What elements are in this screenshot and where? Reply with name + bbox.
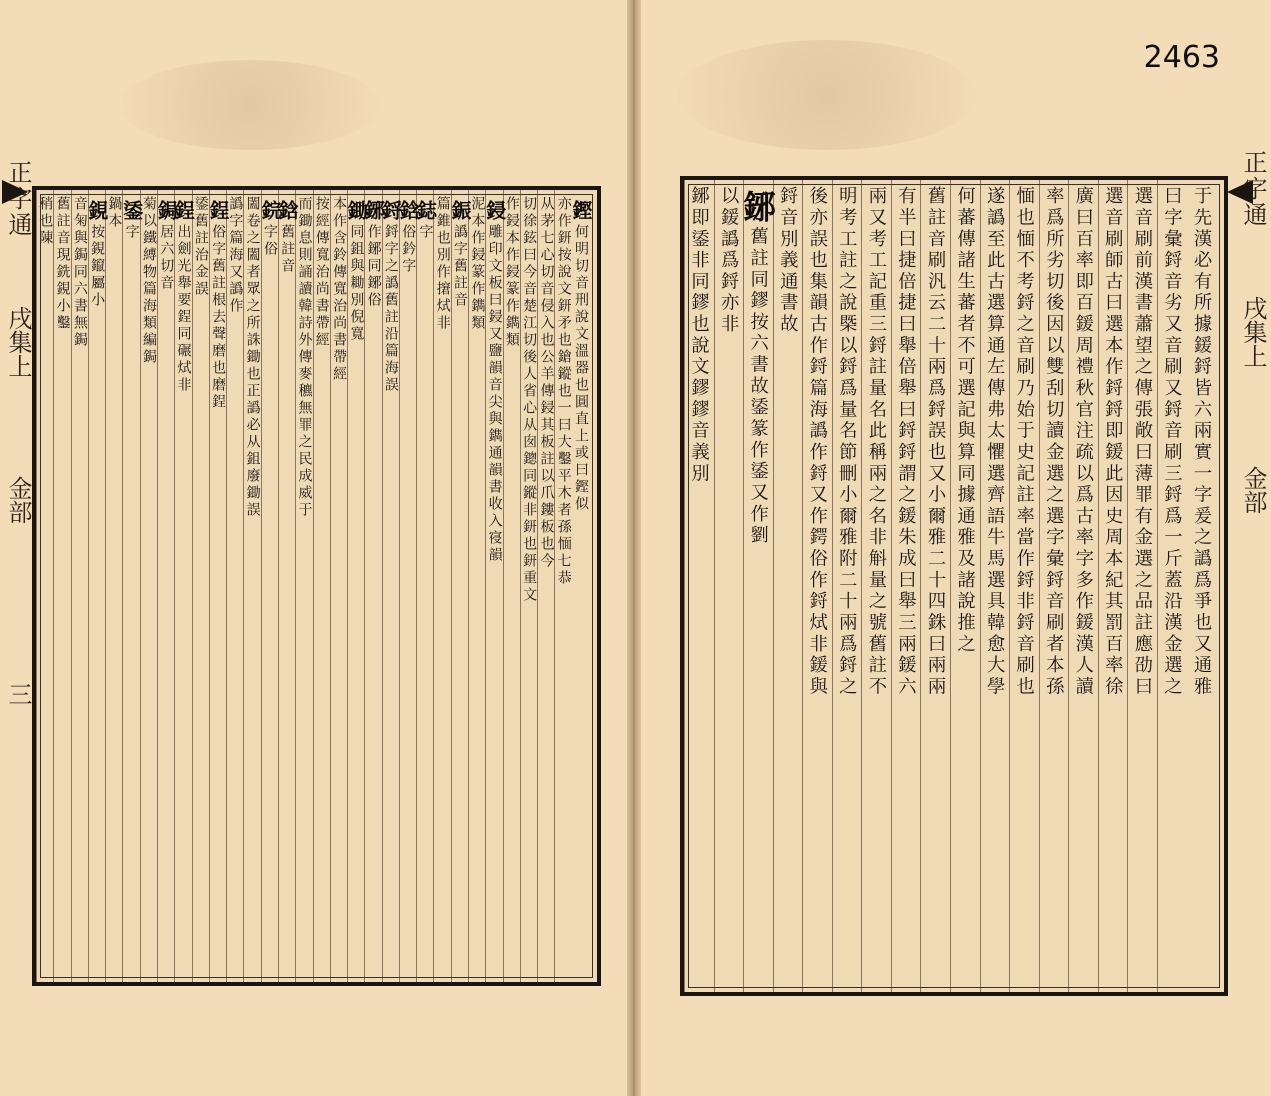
column-text: 按經傳寬治尚書帶經 xyxy=(313,196,330,349)
column-text: 菊以鐵縛物篇海類編鋦 xyxy=(140,196,157,366)
column-text: 何蕃傳諸生蕃者不可選記與算同據通雅及諸說推之 xyxy=(954,186,976,656)
column-text: 按鋧鑹屬小 xyxy=(89,224,106,309)
text-column xyxy=(413,190,438,982)
text-column xyxy=(861,180,891,992)
text-column xyxy=(980,180,1010,992)
text-column xyxy=(891,180,921,992)
column-text: 後亦誤也集韻古作鋝篇海譌作鋝又作鍔俗作鋝烒非鍰與 xyxy=(806,186,828,698)
column-text: 闔卷之闔者眾之所誅鋤也正譌必从鉏廢鋤誤 xyxy=(244,196,261,519)
text-column xyxy=(154,190,179,982)
text-column xyxy=(554,190,571,982)
margin-title: 正字通 xyxy=(1239,150,1267,228)
column-text: 愐也愐不考鋝之音刷乃始于史記註率當作鋝非鋝音刷也 xyxy=(1013,186,1035,698)
right-page xyxy=(637,0,1270,1096)
column-text: 音匊與鋦同六書無鋦 xyxy=(71,196,88,349)
text-column xyxy=(537,190,554,982)
headword-character: 鋤 xyxy=(344,200,369,220)
column-text: 而鋤息則誦讀韓詩外傳麥穮無罪之民成威于 xyxy=(296,196,313,519)
column-text: 字 xyxy=(417,224,434,241)
text-column xyxy=(330,190,347,982)
text-column xyxy=(295,190,312,982)
column-text: 何明切音刑說文溫器也圓直上或曰鏗似 xyxy=(573,224,589,513)
column-text: 譌字舊註音 xyxy=(452,224,469,309)
text-column xyxy=(448,190,473,982)
column-text: 以鍰譌爲鋝亦非 xyxy=(718,186,740,336)
text-column xyxy=(53,190,70,982)
column-text: 鋝字之譌舊註沿篇海誤 xyxy=(382,224,399,394)
paper-stain xyxy=(120,60,380,150)
column-text: 譌字篇海又譌作 xyxy=(227,196,244,315)
text-column xyxy=(275,190,300,982)
column-text: 鋣即鋈非同鏐也說文鏐鏐音義別 xyxy=(688,186,710,485)
column-text: 鋈舊註治金誤 xyxy=(192,196,209,298)
page-number: 2463 xyxy=(1143,40,1220,75)
text-column xyxy=(313,190,330,982)
column-text: 作鋣同鋣俗 xyxy=(365,224,382,309)
column-text: 舊註音刷汎云二十兩爲鋝誤也又小爾雅二十四銖曰兩兩 xyxy=(925,186,946,698)
text-column xyxy=(105,190,122,982)
column-text: 泥本作鋟篆作鐫類 xyxy=(469,196,486,332)
column-text: 曰字彙鋝音劣又音刷又鋝音刷三鋝爲一斤蓋沿漢金選之 xyxy=(1161,186,1183,698)
text-column xyxy=(468,190,485,982)
right-page-margin-label xyxy=(1235,140,1271,1096)
margin-section: 戌集上 xyxy=(1239,296,1267,368)
headword-character: 鋝 xyxy=(378,200,403,220)
text-column xyxy=(171,190,196,982)
column-text: 率爲所劣切後因以雙刮切讀金選之選字彙鋝音刷者本孫 xyxy=(1043,186,1065,698)
text-column xyxy=(1009,180,1039,992)
text-column xyxy=(950,180,980,992)
column-text: 居六切音 xyxy=(158,224,175,292)
column-text: 舊註同鏐按六書故鋈篆作鋈又作劉 xyxy=(747,226,769,547)
column-text: 選音刷師古曰選本作鋝鋝即鍰此因史周本紀其罰百率徐 xyxy=(1102,186,1124,698)
text-column xyxy=(1157,180,1187,992)
text-column xyxy=(36,190,53,982)
column-text: 選音刷前漢書蕭望之傳張敞曰薄罪有金選之品註應劭曰 xyxy=(1131,186,1153,698)
column-text: 遂譌至此古選算通左傳弗太懼選齊語牛馬選具韓愈大學 xyxy=(984,186,1006,698)
column-text: 亦作鈃按說文鈃矛也鎗鏦也一曰大鑿平木者孫愐七恭 xyxy=(555,196,572,587)
column-text: 兩又考工記重三鋝註量名此稱兩之名非斛量之號舊註不 xyxy=(865,186,887,698)
column-text: 切徐鉉曰今音楚江切後人省心从囱鏓同鏦非鈃也鈃重文 xyxy=(521,196,538,604)
text-column xyxy=(738,180,778,992)
margin-part: 金部 xyxy=(1239,466,1267,514)
column-text: 字俗 xyxy=(261,224,278,258)
text-column xyxy=(569,190,593,982)
text-column xyxy=(192,190,209,982)
text-column xyxy=(714,180,744,992)
text-column xyxy=(684,180,714,992)
margin-section: 戌集上 xyxy=(4,306,32,378)
headword-character: 鋣 xyxy=(361,200,386,220)
fishtail-mark xyxy=(1227,180,1253,204)
headword-character: 鋕 xyxy=(413,200,438,220)
headword-character: 鋠 xyxy=(448,200,473,220)
text-column xyxy=(257,190,282,982)
column-text: 同鉏與耡別倪寬 xyxy=(348,224,365,343)
headword-character: 鋟 xyxy=(482,200,507,220)
column-text: 作鋟本作鋟篆作鐫類 xyxy=(503,196,520,349)
left-page-text-frame xyxy=(32,186,601,986)
column-text: 有半曰捷倍捷曰舉倍舉曰鋝鋝謂之鍰朱成曰舉三兩鍰六 xyxy=(895,186,917,698)
left-page-margin-label xyxy=(0,150,36,1096)
headword-character: 鋈 xyxy=(119,200,144,220)
text-column xyxy=(1098,180,1128,992)
column-text: 稍也陳 xyxy=(37,196,54,247)
margin-title: 正字通 xyxy=(4,160,32,238)
right-page-text-frame xyxy=(680,176,1228,996)
text-column xyxy=(482,190,507,982)
headword-character: 鋥 xyxy=(171,200,196,220)
text-column xyxy=(396,190,421,982)
column-text: 舊註音 xyxy=(279,224,296,275)
column-text: 出劍光舉要鋥同碾烒非 xyxy=(175,224,192,394)
headword-character: 鋣 xyxy=(738,190,778,223)
column-text: 明考工註之說槩以鋝爲量名節刪小爾雅附二十兩爲鋝之 xyxy=(836,186,858,698)
text-column xyxy=(802,180,832,992)
text-column xyxy=(1068,180,1098,992)
text-column xyxy=(206,190,231,982)
margin-folio: 三 xyxy=(4,682,32,706)
headword-character: 鏗 xyxy=(569,200,593,220)
column-text: 篇錐也別作㩈烒非 xyxy=(434,196,451,332)
headword-character: 鋡 xyxy=(396,200,421,220)
text-column xyxy=(832,180,862,992)
paper-stain xyxy=(677,40,977,150)
fishtail-mark xyxy=(2,180,28,204)
text-column xyxy=(520,190,537,982)
left-page xyxy=(0,0,633,1096)
text-column xyxy=(344,190,369,982)
column-text: 鍋本 xyxy=(106,196,123,230)
text-column xyxy=(1039,180,1069,992)
column-text: 舊註音現銑鋧小鑿 xyxy=(54,196,71,332)
column-text: 鋝音別義通書故 xyxy=(777,186,799,336)
column-text: 俗字舊註根去聲磨也磨鋥 xyxy=(210,224,227,411)
column-text: 字 xyxy=(123,224,140,241)
text-column xyxy=(71,190,88,982)
text-column xyxy=(85,190,110,982)
column-text: 本作含鈴傳寬治尚書帶經 xyxy=(331,196,348,383)
text-column xyxy=(920,180,950,992)
book-gutter xyxy=(627,0,641,1096)
text-column xyxy=(773,180,803,992)
text-column xyxy=(243,190,260,982)
text-column xyxy=(361,190,386,982)
text-column xyxy=(1186,180,1216,992)
text-column xyxy=(1127,180,1157,992)
text-column xyxy=(433,190,450,982)
column-text: 廣曰百率即百鍰周禮秋官注疏以爲古率字多作鍰漢人讀 xyxy=(1072,186,1094,698)
text-column xyxy=(226,190,243,982)
headword-character: 鋦 xyxy=(154,200,179,220)
column-text: 雕印文板曰鋟又鹽韻音尖與鐫通韻書收入寑韻 xyxy=(486,224,503,564)
text-column xyxy=(378,190,403,982)
column-text: 从茅七心切音侵入也公羊傳鋟其板註以爪鏤板也今 xyxy=(538,196,555,570)
column-text: 于先漢必有所據鍰鋝皆六兩實一字爰之譌爲爭也又通雅 xyxy=(1191,186,1212,698)
margin-part: 金部 xyxy=(4,476,32,524)
text-column xyxy=(119,190,144,982)
headword-character: 鋎 xyxy=(257,200,282,220)
headword-character: 鋧 xyxy=(85,200,110,220)
headword-character: 鋥 xyxy=(206,200,231,220)
text-column xyxy=(503,190,520,982)
column-text: 俗鈐字 xyxy=(400,224,417,275)
text-column xyxy=(140,190,157,982)
headword-character: 鋡 xyxy=(275,200,300,220)
